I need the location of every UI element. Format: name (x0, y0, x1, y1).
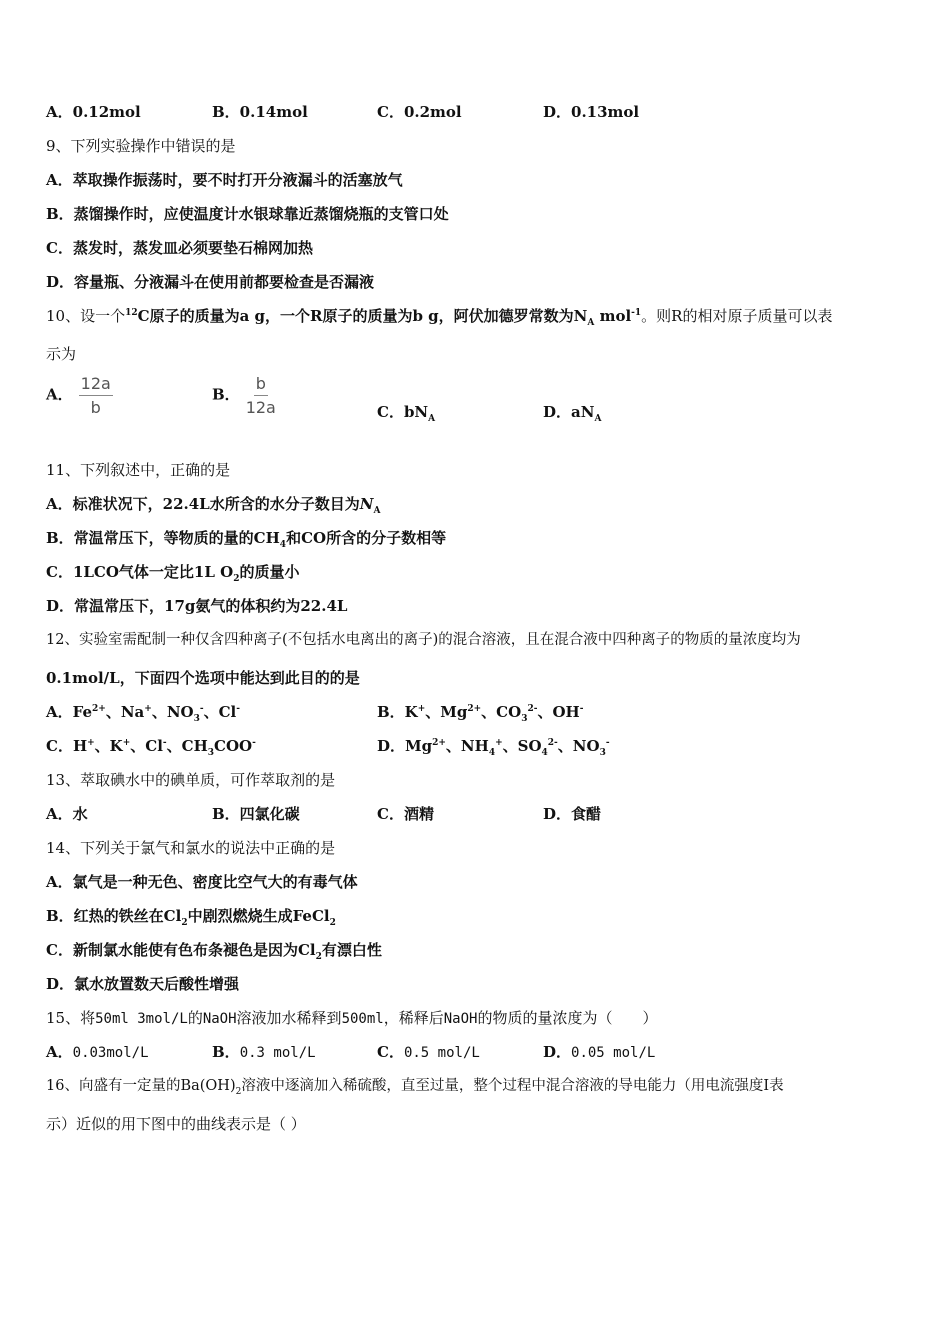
q10-fraction-a: $\frac{12a}{b}$ (80, 374, 111, 417)
q13-option-c: C．酒精 (377, 805, 434, 823)
q12-stem: 12、实验室需配制一种仅含四种离子(不包括水电离出的离子)的混合溶液，且在混合液中四种离子的物质的量浓度均为 (46, 632, 801, 648)
q9-option-b: B．蒸馏操作时，应使温度计水银球靠近蒸馏烧瓶的支管口处 (46, 205, 449, 223)
q10-fraction-b: $\frac{b}{12a}$ (245, 374, 276, 417)
q12-option-a: A．$Fe^{2+}$、Na+、$NO_3^-$、Cl- (46, 703, 240, 724)
q12-stem-line2: 0.1mol/L，下面四个选项中能达到此目的的是 (46, 669, 360, 687)
q14-option-a: A．氯气是一种无色、密度比空气大的有毒气体 (46, 873, 358, 891)
q12-option-d: D．$Mg^{2+}$、$NH_4^+$、$SO_4^{2-}$、$NO_3^-$ (377, 737, 610, 758)
q9-stem: 9、下列实验操作中错误的是 (46, 137, 236, 155)
q14-option-d: D．氯水放置数天后酸性增强 (46, 975, 240, 993)
q15-option-b: B．0.3 mol/L (212, 1043, 316, 1061)
q14-stem: 14、下列关于氯气和氯水的说法中正确的是 (46, 839, 336, 857)
q9-option-d: D．容量瓶、分液漏斗在使用前都要检查是否漏液 (46, 273, 375, 291)
q14-option-b: B．红热的铁丝在$Cl_2$中剧烈燃烧生成FeCl$_2$ (46, 907, 336, 928)
q9-option-c: C．蒸发时，蒸发皿必须要垫石棉网加热 (46, 239, 313, 257)
q8-option-d: D．0.13mol (543, 103, 640, 121)
q13-option-d: D．食醋 (543, 805, 602, 823)
q15-option-a: A．0.03mol/L (46, 1043, 149, 1061)
q10-option-d: D．$aN_A$ (543, 403, 602, 424)
q16-stem: 16、向盛有一定量的$Ba(OH)_2$溶液中逐滴加入稀硫酸，直至过量，整个过程中混合溶液的导电能力（用电流强度I表 (46, 1078, 784, 1097)
q12-option-b: B．K+、$Mg^{2+}$、$CO_3^{2-}$、OH- (377, 703, 584, 724)
q16-stem-line2: 示）近似的用下图中的曲线表示是（ ） (46, 1115, 306, 1133)
q13-stem: 13、萃取碘水中的碘单质，可作萃取剂的是 (46, 771, 336, 789)
q15-stem: 15、将50ml 3mol/L的NaOH溶液加水稀释到500ml，稀释后NaOH的物质的量浓度为（ ） (46, 1009, 658, 1027)
q10-option-a: A． $\frac{12a}{b}$ (46, 374, 111, 417)
q11-stem: 11、下列叙述中，正确的是 (46, 461, 231, 479)
q13-option-b: B．四氯化碳 (212, 805, 300, 823)
q8-option-b: B．0.14mol (212, 103, 308, 121)
q10-stem: 10、设一个$^{12}$C原子的质量为a g，一个R原子的质量为b g，阿伏加德罗常数为$N_A$ mol$^{-1}$。则R的相对原子质量可以表 (46, 307, 833, 328)
q15-option-d: D．0.05 mol/L (543, 1043, 656, 1061)
q11-option-a: A．标准状况下，22.4L水所含的水分子数目为$N_A$ (46, 495, 381, 516)
q11-option-c: C．1LCO气体一定比1L $O_2$的质量小 (46, 563, 300, 584)
q12-option-c: C．H+、K+、Cl-、$CH_3COO^-$ (46, 737, 256, 758)
q11-option-b: B．常温常压下，等物质的量的$CH_4$和CO所含的分子数相等 (46, 529, 447, 550)
q8-option-a: A．0.12mol (46, 103, 141, 121)
q8-option-c: C．0.2mol (377, 103, 462, 121)
q11-option-d: D．常温常压下，17g氨气的体积约为22.4L (46, 597, 348, 615)
q9-option-a: A．萃取操作振荡时，要不时打开分液漏斗的活塞放气 (46, 171, 403, 189)
q15-option-c: C．0.5 mol/L (377, 1043, 480, 1061)
q10-stem-line2: 示为 (46, 345, 77, 363)
q10-option-b: B． $\frac{b}{12a}$ (212, 374, 276, 417)
q10-option-c: C．$bN_A$ (377, 403, 436, 424)
q13-option-a: A．水 (46, 805, 88, 823)
q14-option-c: C．新制氯水能使有色布条褪色是因为$Cl_2$有漂白性 (46, 941, 382, 962)
